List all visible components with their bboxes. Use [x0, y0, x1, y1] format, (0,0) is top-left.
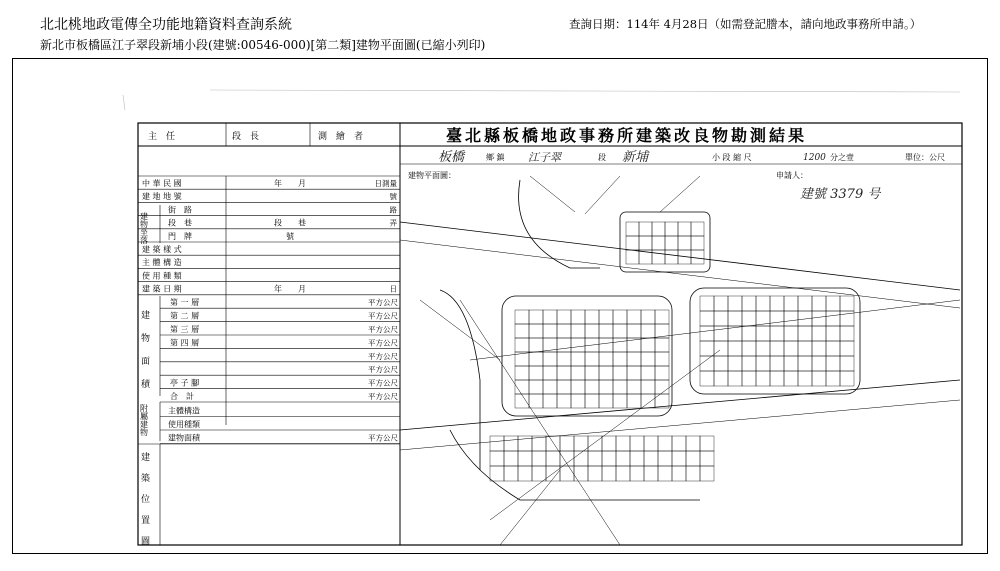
parcel-cell [571, 324, 585, 338]
parcel-cell [840, 356, 854, 371]
parcel-cell [546, 451, 560, 466]
parcel-cell [585, 380, 599, 394]
parcel-cell [543, 394, 557, 408]
parcel-cell [490, 436, 504, 451]
parcel-cell [641, 324, 655, 338]
parcel-cell [613, 394, 627, 408]
parcel-cell [571, 352, 585, 366]
parcel-cell [613, 338, 627, 352]
floor-row-value: 平方公尺 [368, 365, 398, 375]
parcel-cell [798, 371, 812, 386]
parcel-cell [700, 371, 714, 386]
parcel-cell [784, 341, 798, 356]
parcel-cell [770, 326, 784, 341]
parcel-cell [658, 466, 672, 481]
floor-row-value: 平方公尺 [368, 298, 398, 308]
parcel-cell [613, 380, 627, 394]
parcel-cell [571, 394, 585, 408]
left-row-mid: 年 月 [274, 179, 306, 188]
parcel-cell [742, 296, 756, 311]
parcel-cell [602, 436, 616, 451]
parcel-cell [599, 380, 613, 394]
parcel-cell [798, 296, 812, 311]
parcel-cell [557, 310, 571, 324]
handwritten-subsection: 新埔 [622, 150, 649, 165]
parcel-cell [714, 341, 728, 356]
applicant-label: 申請人： [776, 171, 808, 180]
annex-row-label: 主體構造 [168, 406, 200, 416]
parcel-cell [812, 371, 826, 386]
left-row-right: 號 [389, 192, 397, 202]
left-row-right: 日測量 [374, 179, 397, 188]
parcel-cell [652, 250, 665, 264]
parcel-cell [798, 356, 812, 371]
parcel-cell [613, 352, 627, 366]
parcel-cell [588, 451, 602, 466]
parcel-cell [700, 341, 714, 356]
parcel-cell [655, 310, 669, 324]
parcel-cell [756, 341, 770, 356]
parcel-cell [557, 380, 571, 394]
scale-suffix: 分之壹 [830, 153, 854, 162]
location-group-label: 建物坐落 [139, 212, 149, 244]
parcel-cell [571, 338, 585, 352]
parcel-cell [700, 311, 714, 326]
parcel-cell [691, 222, 704, 236]
parcel-cell [756, 296, 770, 311]
parcel-cell [599, 394, 613, 408]
parcel-cell [515, 310, 529, 324]
parcel-cell [644, 466, 658, 481]
parcel-cell [518, 466, 532, 481]
parcel-cell [639, 236, 652, 250]
parcel-cell [658, 436, 672, 451]
parcel-cell [529, 310, 543, 324]
parcel-cell [599, 366, 613, 380]
parcel-cell [655, 352, 669, 366]
parcel-cell [641, 394, 655, 408]
left-row-label: 建 地 地 號 [142, 192, 182, 202]
parcel-cell [812, 356, 826, 371]
surveyor-label: 測 繪 者 [318, 132, 364, 142]
parcel-cell [798, 341, 812, 356]
left-row-label: 建 築 樣 式 [142, 245, 182, 254]
parcel-cell [616, 451, 630, 466]
parcel-cell [728, 371, 742, 386]
left-row-right: 弄 [389, 218, 397, 228]
parcel-cell [627, 310, 641, 324]
parcel-cell [574, 436, 588, 451]
annex-group-label: 附屬建物 [139, 404, 149, 436]
parcel-cell [546, 436, 560, 451]
parcel-cell [599, 352, 613, 366]
parcel-cell [655, 366, 669, 380]
left-row-label: 建 築 日 期 [142, 284, 182, 294]
parcel-cell [529, 380, 543, 394]
parcel-cell [599, 338, 613, 352]
parcel-cell [655, 380, 669, 394]
parcel-cell [641, 366, 655, 380]
chief-label: 段 長 [232, 132, 260, 142]
left-row-label: 主 體 構 造 [142, 258, 182, 268]
parcel-cell [742, 356, 756, 371]
page-subtitle: 新北市板橋區江子翠段新埔小段(建號:00546-000)[第二類]建物平面圖(已縮小列印) [40, 38, 486, 52]
parcel-cell [756, 326, 770, 341]
parcel-cell [652, 222, 665, 236]
parcel-cell [840, 341, 854, 356]
parcel-cell [665, 250, 678, 264]
parcel-cell [616, 436, 630, 451]
parcel-cell [714, 311, 728, 326]
parcel-cell [627, 352, 641, 366]
parcel-cell [700, 326, 714, 341]
parcel-cell [672, 436, 686, 451]
parcel-cell [518, 451, 532, 466]
parcel-cell [665, 222, 678, 236]
left-row-label: 門 牌 [168, 231, 192, 241]
parcel-cell [672, 451, 686, 466]
parcel-cell [599, 310, 613, 324]
parcel-cell [812, 296, 826, 311]
parcel-cell [557, 324, 571, 338]
parcel-cell [700, 466, 714, 481]
parcel-cell [812, 326, 826, 341]
parcel-cell [770, 356, 784, 371]
parcel-cell [557, 352, 571, 366]
parcel-cell [543, 366, 557, 380]
parcel-cell [826, 296, 840, 311]
parcel-cell [504, 436, 518, 451]
parcel-cell [728, 356, 742, 371]
parcel-cell [571, 310, 585, 324]
parcel-cell [529, 338, 543, 352]
parcel-cell [742, 371, 756, 386]
parcel-cell [728, 311, 742, 326]
parcel-cell [560, 466, 574, 481]
parcel-cell [627, 366, 641, 380]
parcel-cell [665, 236, 678, 250]
parcel-cell [585, 310, 599, 324]
parcel-cell [655, 338, 669, 352]
parcel-cell [574, 466, 588, 481]
handwritten-section: 江子翠 [528, 151, 561, 164]
parcel-cell [756, 371, 770, 386]
annex-row-label: 建物面積 [168, 433, 200, 443]
parcel-cell [616, 466, 630, 481]
parcel-cell [784, 326, 798, 341]
parcel-cell [770, 341, 784, 356]
parcel-cell [678, 236, 691, 250]
subsection-scale-label: 小 段 縮 尺 [712, 153, 752, 162]
parcel-cell [571, 366, 585, 380]
parcel-cell [585, 366, 599, 380]
parcel-cell [627, 380, 641, 394]
applicant-handwritten-note: 建號 3379 号 [800, 187, 881, 202]
parcel-cell [691, 250, 704, 264]
parcel-cell [784, 296, 798, 311]
parcel-cell [826, 326, 840, 341]
left-row-mid: 號 [286, 231, 294, 241]
parcel-cell [784, 356, 798, 371]
plan-label: 建物平面圖： [408, 171, 456, 180]
parcel-cell [515, 394, 529, 408]
parcel-cell [784, 371, 798, 386]
parcel-cell [585, 352, 599, 366]
parcel-cell [784, 311, 798, 326]
floor-row-label: 第 三 層 [170, 325, 200, 334]
owner-label: 主 任 [148, 132, 176, 142]
scale-value: 1200 [803, 153, 826, 163]
parcel-cell [588, 466, 602, 481]
parcel-cell [515, 366, 529, 380]
parcel-cell [728, 341, 742, 356]
parcel-cell [812, 341, 826, 356]
parcel-cell [543, 310, 557, 324]
parcel-cell [742, 341, 756, 356]
parcel-cell [588, 436, 602, 451]
parcel-cell [515, 338, 529, 352]
left-row-mid: 段 巷 [274, 218, 306, 228]
parcel-cell [840, 296, 854, 311]
query-date: 查詢日期：114年 4月28日（如需登記謄本，請向地政事務所申請。） [569, 17, 922, 31]
floor-row-label: 第 一 層 [170, 298, 200, 308]
parcel-cell [630, 436, 644, 451]
parcel-cell [639, 222, 652, 236]
parcel-cell [557, 366, 571, 380]
parcel-cell [714, 371, 728, 386]
parcel-cell [613, 310, 627, 324]
handwritten-district: 板橋 [438, 150, 465, 165]
parcel-cell [504, 451, 518, 466]
parcel-cell [826, 356, 840, 371]
parcel-cell [626, 222, 639, 236]
floor-row-label: 第 四 層 [170, 338, 200, 348]
parcel-cell [490, 466, 504, 481]
left-row-mid: 年 月 [274, 284, 306, 294]
parcel-cell [557, 394, 571, 408]
parcel-cell [557, 338, 571, 352]
page-title: 北北桃地政電傳全功能地籍資料查詢系統 [40, 17, 292, 33]
parcel-cell [672, 466, 686, 481]
floor-row-label: 第 二 層 [170, 311, 200, 321]
parcel-cell [700, 436, 714, 451]
parcel-cell [574, 451, 588, 466]
parcel-cell [641, 310, 655, 324]
parcel-cell [529, 366, 543, 380]
site-plan-label: 建築位置圖 [139, 452, 149, 557]
left-row-label: 中 華 民 國 [142, 179, 182, 188]
annex-row-label: 使用種類 [168, 420, 200, 429]
floor-row-value: 平方公尺 [368, 311, 398, 321]
parcel-cell [529, 352, 543, 366]
parcel-cell [742, 326, 756, 341]
parcel-cell [529, 394, 543, 408]
parcel-cell [627, 394, 641, 408]
parcel-cell [826, 371, 840, 386]
annex-row-value: 平方公尺 [368, 433, 398, 443]
parcel-cell [504, 466, 518, 481]
floor-row-value: 平方公尺 [368, 378, 398, 388]
town-label: 鄉 鎮 [486, 153, 505, 162]
parcel-cell [543, 338, 557, 352]
floor-row-label: 亭 子 腳 [170, 378, 200, 388]
left-row-label: 街 路 [168, 205, 192, 215]
parcel-cell [644, 451, 658, 466]
parcel-cell [728, 296, 742, 311]
parcel-cell [543, 352, 557, 366]
parcel-cell [714, 326, 728, 341]
parcel-cell [613, 324, 627, 338]
parcel-cell [652, 236, 665, 250]
parcel-cell [770, 371, 784, 386]
parcel-cell [686, 436, 700, 451]
parcel-cell [529, 324, 543, 338]
parcel-cell [585, 394, 599, 408]
parcel-cell [700, 451, 714, 466]
left-row-label: 使 用 種 類 [142, 271, 182, 281]
parcel-cell [585, 324, 599, 338]
parcel-cell [714, 296, 728, 311]
floor-row-label: 合 計 [170, 392, 194, 401]
parcel-cell [602, 451, 616, 466]
parcel-cell [630, 451, 644, 466]
parcel-cell [626, 236, 639, 250]
floor-row-value: 平方公尺 [368, 325, 398, 334]
parcel-cell [686, 451, 700, 466]
parcel-cell [658, 451, 672, 466]
parcel-cell [630, 466, 644, 481]
parcel-cell [644, 436, 658, 451]
parcel-cell [613, 366, 627, 380]
parcel-cell [599, 324, 613, 338]
parcel-cell [700, 296, 714, 311]
floor-row-value: 平方公尺 [368, 392, 398, 401]
parcel-cell [826, 341, 840, 356]
floor-group-label: 建物面積 [139, 310, 149, 402]
site-plan-map [400, 176, 960, 545]
parcel-cell [602, 466, 616, 481]
parcel-cell [678, 222, 691, 236]
parcel-cell [626, 250, 639, 264]
form-title: 臺北縣板橋地政事務所建築改良物勘測結果 [446, 126, 808, 145]
parcel-cell [798, 326, 812, 341]
parcel-cell [742, 311, 756, 326]
parcel-cell [571, 380, 585, 394]
parcel-cell [490, 451, 504, 466]
parcel-cell [714, 356, 728, 371]
parcel-cell [641, 352, 655, 366]
parcel-cell [627, 324, 641, 338]
parcel-cell [532, 451, 546, 466]
parcel-cell [532, 466, 546, 481]
parcel-cell [641, 338, 655, 352]
parcel-cell [560, 436, 574, 451]
left-row-right: 日 [389, 284, 397, 294]
section-label: 段 [598, 153, 606, 162]
parcel-cell [826, 311, 840, 326]
parcel-cell [543, 380, 557, 394]
parcel-cell [840, 371, 854, 386]
parcel-cell [770, 296, 784, 311]
parcel-cell [686, 466, 700, 481]
parcel-cell [756, 356, 770, 371]
parcel-cell [515, 324, 529, 338]
parcel-cell [840, 326, 854, 341]
unit-label: 單位：公尺 [905, 153, 945, 162]
parcel-cell [543, 324, 557, 338]
floor-row-value: 平方公尺 [368, 338, 398, 348]
left-row-label: 段 巷 [168, 218, 192, 228]
parcel-cell [770, 311, 784, 326]
parcel-cell [691, 236, 704, 250]
floor-row-value: 平方公尺 [368, 351, 398, 361]
left-row-right: 路 [389, 205, 397, 215]
parcel-cell [812, 311, 826, 326]
parcel-cell [641, 380, 655, 394]
